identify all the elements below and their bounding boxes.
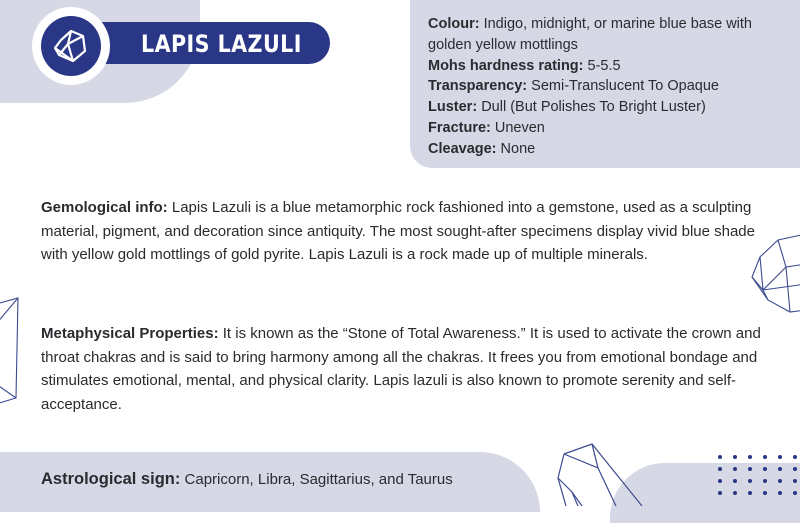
dot bbox=[718, 467, 722, 471]
dot bbox=[733, 455, 737, 459]
astrological-sign: Astrological sign: Capricorn, Libra, Sagittarius, and Taurus bbox=[41, 470, 453, 488]
property-mohs-hardness: Mohs hardness rating: 5-5.5 bbox=[428, 57, 621, 74]
dot bbox=[778, 455, 782, 459]
dot bbox=[718, 491, 722, 495]
property-colour: Colour: Indigo, midnight, or marine blue base with golden yellow mottlings bbox=[428, 16, 752, 53]
property-transparency: Transparency: Semi-Translucent To Opaque bbox=[428, 78, 719, 95]
dot bbox=[718, 455, 722, 459]
dot bbox=[748, 479, 752, 483]
logo-badge bbox=[41, 16, 101, 76]
dot bbox=[793, 455, 797, 459]
dot bbox=[718, 479, 722, 483]
dot bbox=[748, 455, 752, 459]
metaphysical-properties: Metaphysical Properties: It is known as the “Stone of Total Awareness.” It is used to activate the crown and throat chakras and is said to bring harmony among all the chakras. It frees you from emotional bondage and stimulates emotional, mental, and physical clarity. Lapis lazuli is also known to promote serenity and self-acceptance. bbox=[41, 325, 761, 413]
properties-list bbox=[428, 14, 758, 160]
property-fracture: Fracture: Uneven bbox=[428, 119, 545, 136]
crystal-outline-right-icon bbox=[748, 232, 800, 314]
dot bbox=[793, 467, 797, 471]
property-cleavage: Cleavage: None bbox=[428, 140, 536, 157]
dot bbox=[763, 491, 767, 495]
dot bbox=[793, 479, 797, 483]
dot bbox=[763, 479, 767, 483]
crystal-icon bbox=[51, 26, 91, 66]
dot bbox=[793, 491, 797, 495]
crystal-outline-left-icon bbox=[0, 294, 22, 406]
dot bbox=[733, 467, 737, 471]
dot bbox=[748, 467, 752, 471]
property-luster: Luster: Dull (But Polishes To Bright Luster) bbox=[428, 99, 706, 116]
dot bbox=[748, 491, 752, 495]
dot bbox=[763, 455, 767, 459]
dot bbox=[733, 479, 737, 483]
dot bbox=[733, 491, 737, 495]
dot-grid-decoration bbox=[718, 455, 800, 495]
gemological-info: Gemological info: Lapis Lazuli is a blue metamorphic rock fashioned into a gemstone, used as a sculpting material, pigment, and decoration since antiquity. The most sought-after specimens display vivid blue shade with yellow gold mottlings of gold pyrite. Lapis Lazuli is a rock made up of multiple minerals. bbox=[41, 199, 755, 263]
dot bbox=[763, 467, 767, 471]
dot bbox=[778, 479, 782, 483]
crystal-outline-bottom-icon bbox=[556, 442, 646, 506]
dot bbox=[778, 467, 782, 471]
page-title: LAPIS LAZULI bbox=[141, 30, 302, 58]
dot bbox=[778, 491, 782, 495]
